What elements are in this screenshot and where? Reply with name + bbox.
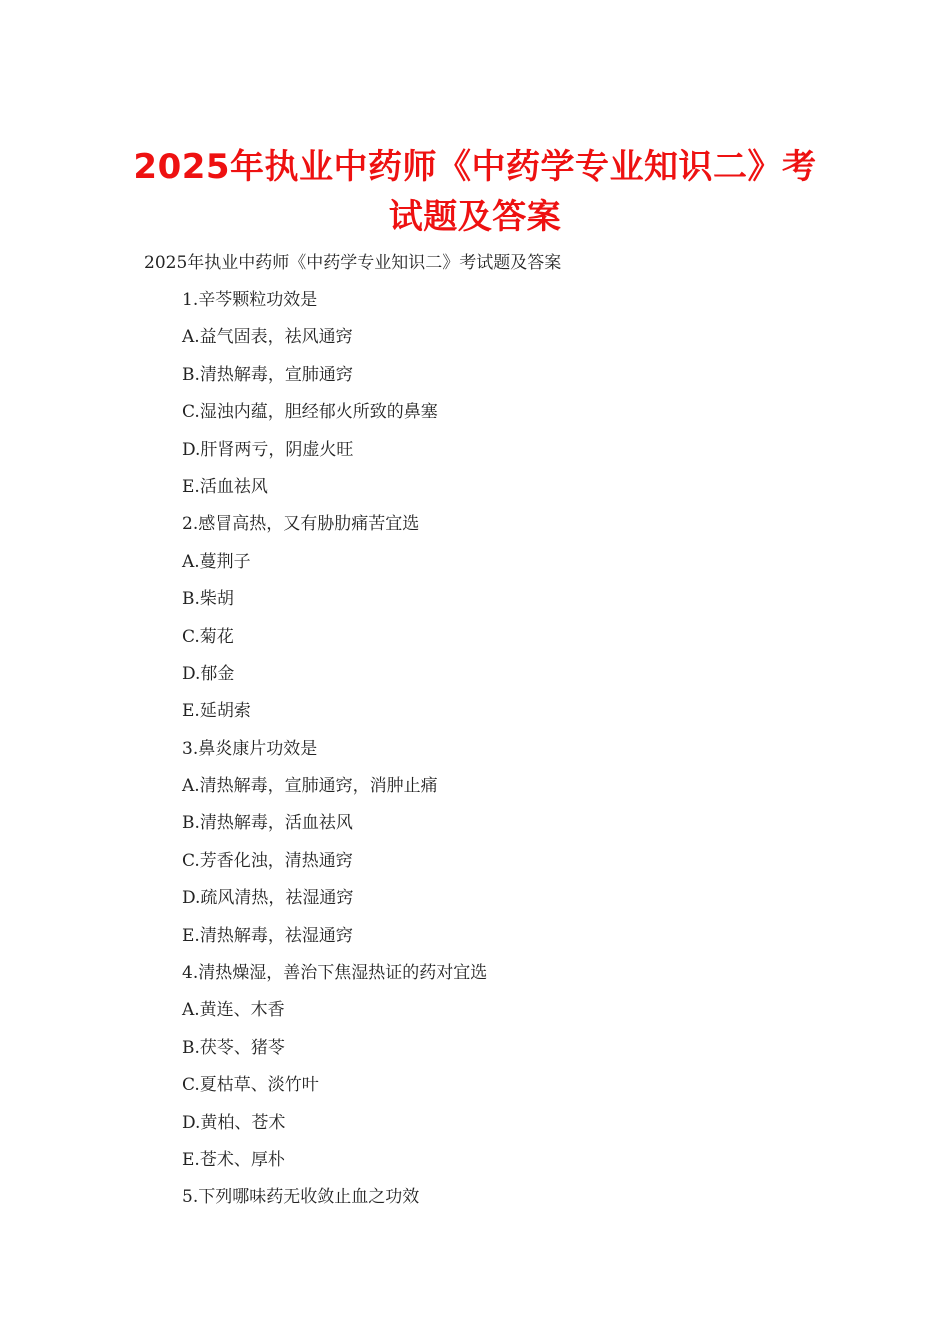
option-line: A.益气固表，祛风通窍: [182, 327, 353, 348]
option-line: D.黄柏、苍术: [182, 1112, 286, 1133]
option-line: D.疏风清热，祛湿通窍: [182, 888, 354, 909]
question-line: 4.清热燥湿，善治下焦湿热证的药对宜选: [182, 963, 488, 984]
document-title: 2025年执业中药师《中药学专业知识二》考试题及答案: [133, 147, 817, 237]
option-line: B.柴胡: [182, 589, 234, 610]
option-line: B.清热解毒，活血祛风: [182, 813, 353, 834]
question-line: 2.感冒高热，又有胁肋痛苦宜选: [182, 514, 420, 535]
option-line: B.茯苓、猪苓: [182, 1037, 285, 1058]
option-line: A.清热解毒，宣肺通窍，消肿止痛: [182, 776, 438, 797]
option-line: C.菊花: [182, 626, 234, 647]
option-line: C.夏枯草、淡竹叶: [182, 1075, 319, 1096]
question-line: 3.鼻炎康片功效是: [182, 738, 318, 759]
option-line: D.郁金: [182, 663, 235, 684]
question-line: 1.辛芩颗粒功效是: [182, 290, 318, 310]
option-line: E.活血祛风: [182, 476, 268, 497]
option-line: E.苍术、厚朴: [182, 1149, 285, 1170]
option-line: C.湿浊内蕴，胆经郁火所致的鼻塞: [182, 402, 438, 423]
option-line: A.蔓荆子: [182, 551, 251, 572]
option-line: D.肝肾两亏，阴虚火旺: [182, 439, 354, 460]
document-subtitle: 2025年执业中药师《中药学专业知识二》考试题及答案: [144, 253, 562, 273]
option-line: E.清热解毒，祛湿通窍: [182, 925, 353, 946]
option-line: A.黄连、木香: [182, 1000, 285, 1021]
question-line: 5.下列哪味药无收敛止血之功效: [182, 1187, 420, 1208]
option-line: C.芳香化浊，清热通窍: [182, 850, 353, 871]
question-list: [182, 287, 487, 1222]
option-line: B.清热解毒，宣肺通窍: [182, 364, 353, 385]
option-line: E.延胡索: [182, 701, 251, 722]
